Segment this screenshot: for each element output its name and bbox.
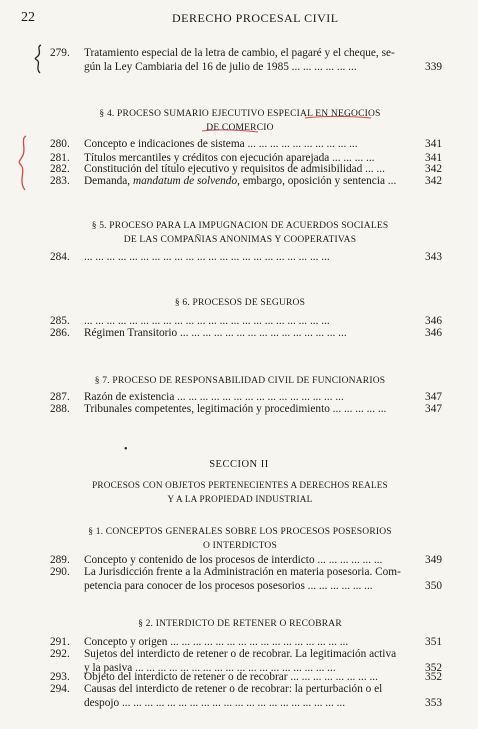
section-title: SECCION II — [209, 459, 269, 470]
page-number: 22 — [21, 10, 35, 25]
handwritten-brace-mark — [32, 44, 46, 74]
entry-number: 279. — [50, 47, 70, 59]
bullet-mark: • — [124, 444, 128, 455]
section-heading-5: § 5. PROCESO PARA LA IMPUGNACION DE ACUERDOS SOCIALES DE LAS COMPAÑIAS ANONIMAS Y COOPERATIVAS — [91, 221, 389, 245]
entry-text: Demanda, mandatum de solvendo, embargo, oposición y sentencia ... — [84, 175, 397, 187]
section-heading-6: § 6. PROCESOS DE SEGUROS — [174, 298, 306, 308]
section-heading-ii-1: § 1. CONCEPTOS GENERALES SOBRE LOS PROCESOS POSESORIOS O INTERDICTOS — [88, 527, 392, 551]
section-subtitle: PROCESOS CON OBJETOS PERTENECIENTES A DERECHOS REALES Y A LA PROPIEDAD INDUSTRIAL — [92, 480, 388, 504]
section-heading-4: § 4. PROCESO SUMARIO EJECUTIVO ESPECIAL EN NEGOCIOS DE COMERCIO — [99, 109, 381, 133]
running-title: DERECHO PROCESAL CIVIL — [172, 11, 339, 25]
running-header — [0, 10, 478, 30]
entry-text: Tratamiento especial de la letra de cambio, el pagaré y el cheque, se- — [84, 47, 395, 59]
section-heading-ii-2: § 2. INTERDICTO DE RETENER O RECOBRAR — [138, 619, 342, 629]
section-heading-7: § 7. PROCESO DE RESPONSABILIDAD CIVIL DE FUNCIONARIOS — [94, 376, 386, 386]
handwritten-red-brace-mark — [14, 135, 32, 191]
entry-text: gún la Ley Cambiaria del 16 de julio de 1985 ... ... ... ... ... ... — [84, 61, 357, 73]
entry-page: 339 — [425, 61, 442, 73]
